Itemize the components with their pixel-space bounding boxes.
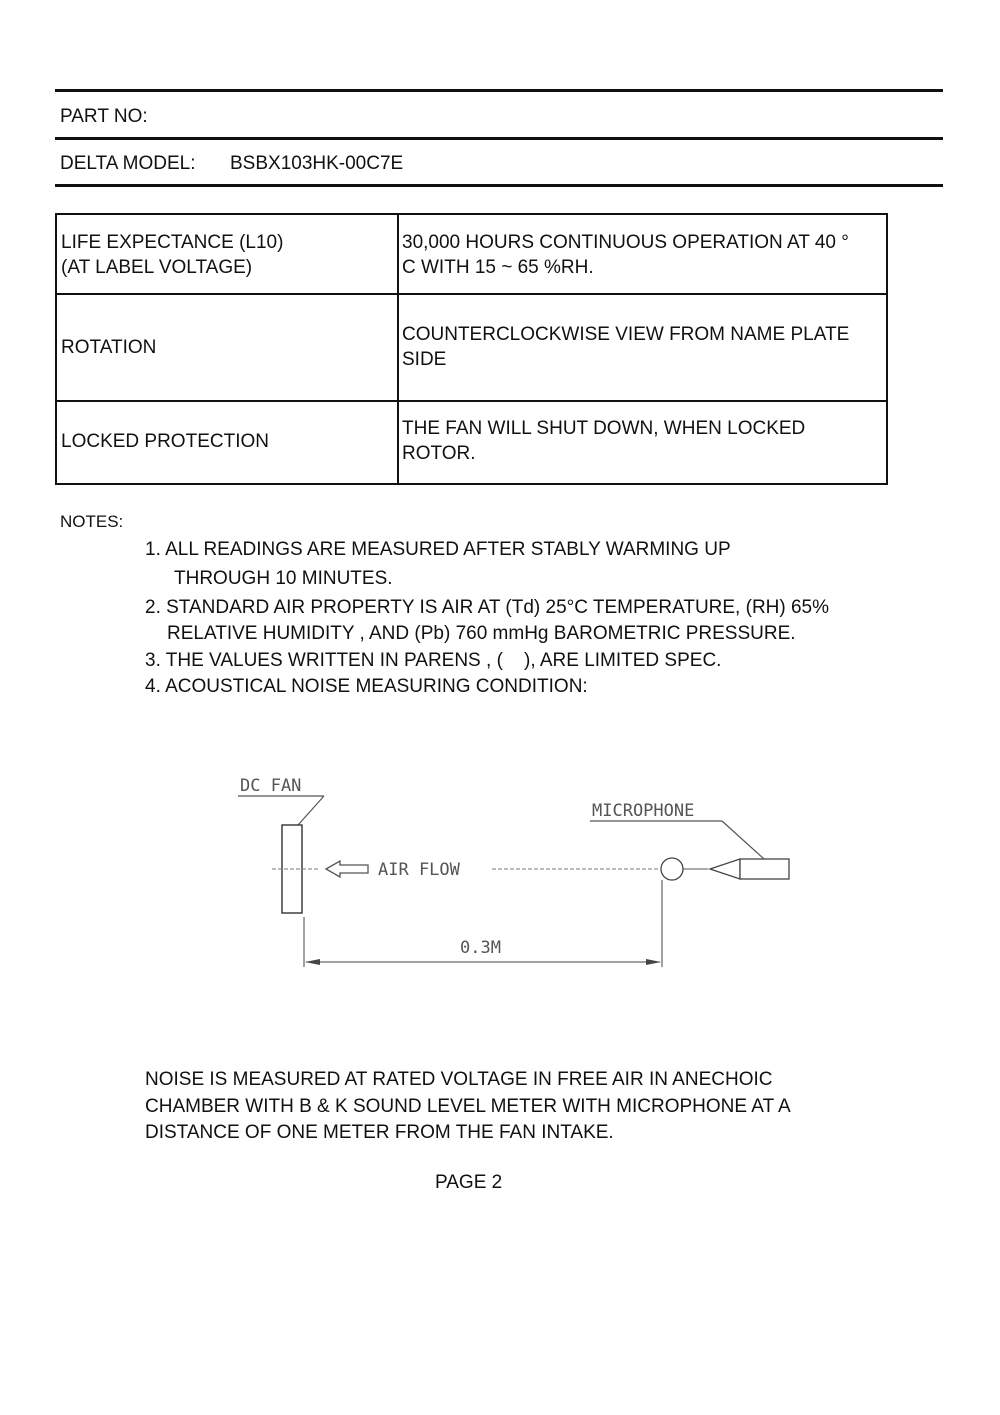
microphone-label-leader [722, 821, 764, 859]
row-label [61, 429, 269, 454]
table-row [57, 215, 886, 293]
note-line: 1. ALL READINGS ARE MEASURED AFTER STABLY WARMING UP [145, 539, 731, 560]
row-value-line: SIDE [402, 349, 447, 370]
airflow-arrow-icon [326, 861, 368, 877]
row-value [402, 322, 849, 372]
row-label [61, 230, 283, 280]
row-label-line: LIFE EXPECTANCE (L10) [61, 232, 284, 253]
row-value-line: ROTOR. [402, 443, 476, 464]
notes-title: NOTES: [60, 512, 124, 531]
fan-label-leader [298, 796, 324, 825]
spec-table [55, 213, 888, 485]
part-no-label: PART NO: [60, 106, 148, 127]
paragraph-line: NOISE IS MEASURED AT RATED VOLTAGE IN FREE AIR IN ANECHOIC [145, 1069, 773, 1090]
delta-model-value: BSBX103HK-00C7E [230, 153, 404, 174]
airflow-label: AIR FLOW [378, 860, 460, 880]
row-value-line: 30,000 HOURS CONTINUOUS OPERATION AT 40 ° [402, 232, 849, 253]
note-item [145, 674, 588, 700]
note-line: 4. ACOUSTICAL NOISE MEASURING CONDITION: [145, 676, 588, 697]
note-line: 3. THE VALUES WRITTEN IN PARENS , ( ), ARE LIMITED SPEC. [145, 650, 722, 671]
row-value [402, 230, 849, 280]
microphone-body [710, 859, 740, 879]
header-rule-top [55, 89, 943, 92]
delta-model-label: DELTA MODEL: [60, 153, 196, 174]
microphone-label: MICROPHONE [592, 801, 695, 821]
microphone-handle [740, 859, 789, 879]
distance-label: 0.3M [460, 938, 501, 958]
dc-fan-label: DC FAN [240, 776, 302, 796]
row-value [402, 416, 805, 466]
table-row [57, 293, 886, 400]
noise-paragraph [145, 1067, 791, 1147]
page-number: PAGE 2 [435, 1172, 503, 1193]
row-value-line: C WITH 15 ~ 65 %RH. [402, 257, 594, 278]
row-value-line: COUNTERCLOCKWISE VIEW FROM NAME PLATE [402, 324, 850, 345]
dimension-arrow-left-icon [305, 959, 320, 965]
microphone-head [661, 858, 683, 880]
note-line: 2. STANDARD AIR PROPERTY IS AIR AT (Td) 25°C TEMPERATURE, (RH) 65% [145, 597, 830, 618]
paragraph-line: CHAMBER WITH B & K SOUND LEVEL METER WITH MICROPHONE AT A [145, 1095, 791, 1117]
dimension-arrow-right-icon [646, 959, 661, 965]
row-value-line: THE FAN WILL SHUT DOWN, WHEN LOCKED [402, 418, 806, 439]
note-item [145, 537, 731, 592]
noise-measurement-diagram [230, 765, 810, 975]
paragraph-line: DISTANCE OF ONE METER FROM THE FAN INTAKE. [145, 1122, 614, 1143]
table-row [57, 400, 886, 485]
note-item [145, 648, 721, 674]
note-item [145, 595, 829, 647]
row-label [61, 335, 156, 360]
note-line: RELATIVE HUMIDITY , AND (Pb) 760 mmHg BAROMETRIC PRESSURE. [167, 623, 796, 644]
row-label-line: LOCKED PROTECTION [61, 431, 269, 452]
row-label-line: (AT LABEL VOLTAGE) [61, 257, 253, 278]
header-rule-middle [55, 137, 943, 140]
header-rule-bottom [55, 184, 943, 187]
row-label-line: ROTATION [61, 337, 157, 358]
note-line: THROUGH 10 MINUTES. [174, 568, 393, 589]
